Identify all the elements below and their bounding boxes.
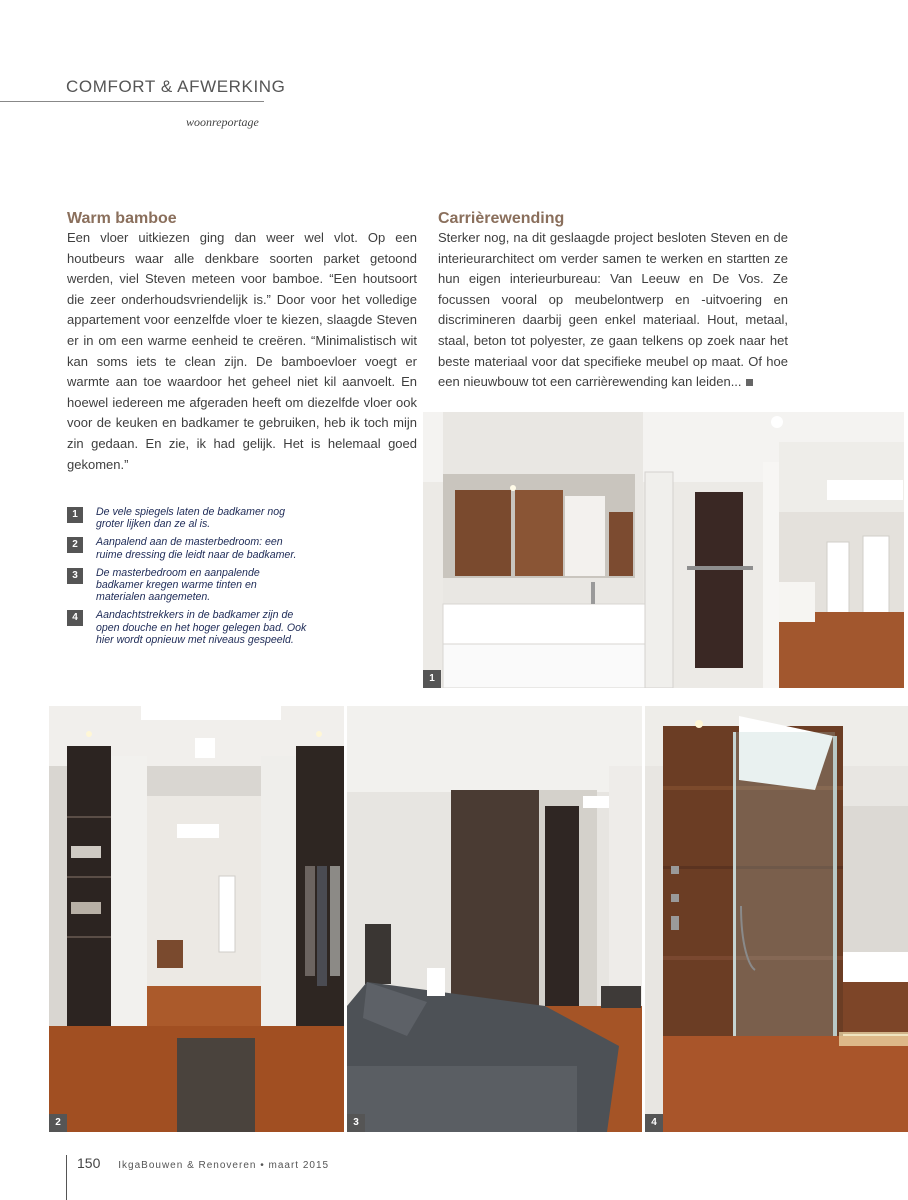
dressing-illustration xyxy=(49,706,344,1132)
magazine-info: IkgaBouwen & Renoveren • maart 2015 xyxy=(118,1160,330,1171)
photo-bathroom-mirrors xyxy=(423,412,904,688)
photo-master-bedroom xyxy=(347,706,642,1132)
caption-item xyxy=(67,567,307,604)
heading-carrierewending: Carrièrewending xyxy=(438,210,565,227)
caption-number-badge: 1 xyxy=(67,507,83,523)
body-text-col2 xyxy=(438,228,788,393)
body-text-col2-content: Sterker nog, na dit geslaagde project besloten Steven en de interieurarchitect om verder samen te werken en startten ze hun eigen interieurbureau: Van Leeuw en De Vos. Ze focussen vooral op meubelontwerp en -uitvoering en discrimineren daarbij geen enkel materiaal. Hout, metaal, staal, beton tot polyester, ze gaan telkens op zoek naar het beste materiaal voor dat specifieke meubel op maat. Of hoe een nieuwbouw tot een carrièrewending kan leiden... xyxy=(438,230,788,390)
photo-number-badge: 1 xyxy=(423,670,441,688)
photo-number-badge: 3 xyxy=(347,1114,365,1132)
caption-text: De vele spiegels laten de badkamer nog groter lijken dan ze al is. xyxy=(96,506,286,531)
section-divider xyxy=(0,101,264,102)
caption-text: Aandachtstrekkers in de badkamer zijn de open douche en het hoger gelegen bad. Ook hier wordt opnieuw met niveaus gespeeld. xyxy=(96,609,307,646)
shower-illustration xyxy=(645,706,908,1132)
bedroom-illustration xyxy=(347,706,642,1132)
page-number: 150 xyxy=(77,1155,101,1171)
footer-divider xyxy=(66,1155,67,1200)
photo-bathroom-shower xyxy=(645,706,908,1132)
body-text-col1: Een vloer uitkiezen ging dan weer wel vlot. Op een houtbeurs waar alle denkbare soorten parket getoond werden, viel Steven meteen voor bamboe. “Een houtsoort die zeer onderhoudsvriendelijk is.” Door voor het volledige appartement voor eenzelfde vloer te kiezen, slaagde Steven er in om een warme eenheid te creëren. “Minimalistisch wit kan soms iets te clean zijn. De bamboevloer voegt er warmte aan toe waardoor het geheel niet kil aanvoelt. En hoewel iedereen me afgeraden heeft om diezelfde vloer ook voor de keuken en badkamer te gebruiken, heb ik toch mijn zin gedaan. En zie, ik had gelijk. Het is helemaal goed gekomen.” xyxy=(67,230,417,472)
caption-item xyxy=(67,536,307,560)
bathroom-illustration xyxy=(423,412,904,688)
article-column-1 xyxy=(67,210,417,475)
section-title: COMFORT & AFWERKING xyxy=(66,77,286,96)
photo-dressing-room xyxy=(49,706,344,1132)
caption-text: De masterbedroom en aanpalende badkamer kregen warme tinten en materialen aangemeten. xyxy=(96,566,260,604)
kicker-label: woonreportage xyxy=(186,115,259,129)
end-of-article-icon xyxy=(746,379,753,386)
photo-number-badge: 4 xyxy=(645,1114,663,1132)
caption-item xyxy=(67,609,307,646)
caption-number-badge: 4 xyxy=(67,610,83,626)
caption-number-badge: 3 xyxy=(67,568,83,584)
caption-item xyxy=(67,506,307,530)
photo-number-badge: 2 xyxy=(49,1114,67,1132)
article-column-2 xyxy=(438,210,788,393)
page-footer xyxy=(77,1155,329,1171)
heading-warm-bamboe: Warm bamboe xyxy=(67,210,177,227)
photo-captions xyxy=(67,506,307,652)
caption-text: Aanpalend aan de masterbedroom: een ruime dressing die leidt naar de badkamer. xyxy=(96,536,297,561)
caption-number-badge: 2 xyxy=(67,537,83,553)
